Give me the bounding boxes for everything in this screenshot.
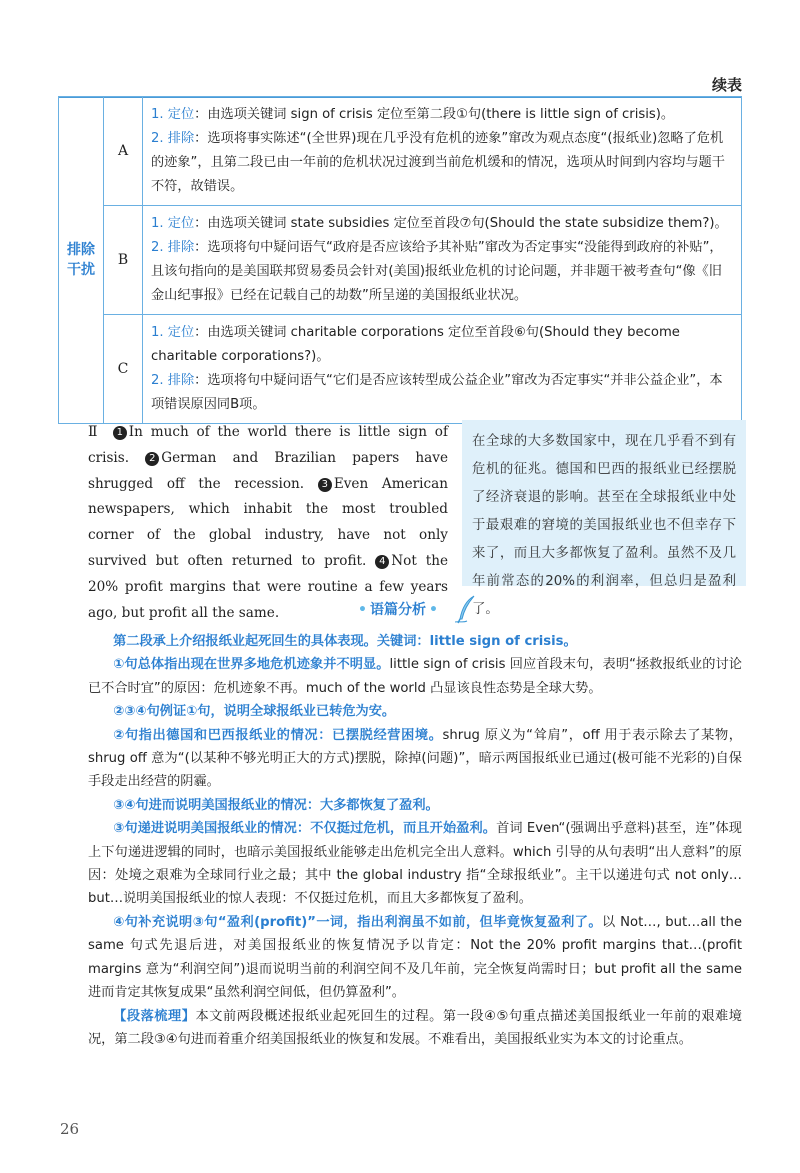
locate-label: 1. 定位: [151, 325, 195, 340]
option-label: C: [104, 315, 143, 424]
english-passage: [88, 420, 448, 626]
distractor-table: [58, 96, 742, 424]
locate-text: ：由选项关键词 sign of crisis 定位至第二段①句(there is little sign of crisis)。: [194, 107, 675, 122]
option-label: B: [104, 206, 143, 315]
table-row: [59, 97, 742, 206]
option-label: A: [104, 97, 143, 206]
sentence-text: German and Brazilian papers have shrugged off the recession.: [88, 449, 448, 492]
page-number: 26: [60, 1120, 80, 1138]
sentence-text: Even American newspapers, which inhabit the most troubled corner of the global industry, have not only survived but often returned to profit.: [88, 475, 448, 569]
explanation-cell: [143, 97, 742, 206]
discourse-analysis: [88, 630, 742, 1051]
exclude-label: 2. 排除: [151, 240, 195, 255]
locate-label: 1. 定位: [151, 107, 195, 122]
table-row: [59, 206, 742, 315]
sentence-text: Not the 20% profit margins that were routine a few years ago, but profit all the same.: [88, 552, 449, 621]
locate-text: ：由选项关键词 state subsidies 定位至首段⑦句(Should the state subsidize them?)。: [194, 216, 728, 231]
section-roman-numeral: Ⅱ: [88, 424, 101, 440]
explanation-cell: [143, 315, 742, 424]
exclude-text: ：选项将句中疑问语气“政府是否应该给予其补贴”窜改为否定事实“没能得到政府的补贴”，且该句指向的是美国联邦贸易委员会针对(美国)报纸业危机的讨论问题，并非题干被考查句“像《旧金山纪事报》已经在记载自己的劫数”所呈递的美国报纸业状况。: [151, 240, 723, 303]
exclude-text: ：选项将事实陈述“(全世界)现在几乎没有危机的迹象”窜改为观点态度“(报纸业)忽略了危机的迹象”，且第二段已由一年前的危机状况过渡到当前危机缓和的情况，选项从时间到内容均与题干不符，故错误。: [151, 131, 725, 194]
locate-text: ：由选项关键词 charitable corporations 定位至首段⑥句(Should they become charitable corporations?)。: [151, 325, 680, 364]
dot-icon: •: [429, 602, 438, 618]
sentence-number: 3: [318, 478, 332, 492]
sentence-number: 4: [375, 555, 389, 569]
dot-icon: •: [358, 602, 367, 618]
exclude-label: 2. 排除: [151, 131, 195, 146]
locate-label: 1. 定位: [151, 216, 195, 231]
analysis-paragraph: ②③④句例证①句，说明全球报纸业已转危为安。: [113, 704, 396, 720]
explanation-cell: [143, 206, 742, 315]
exclude-label: 2. 排除: [151, 373, 195, 388]
translation-box: 在全球的大多数国家中，现在几乎看不到有危机的征兆。德国和巴西的报纸业已经摆脱了经济衰退的影响。甚至在全球报纸业中处于最艰难的窘境的美国报纸业也不但幸存下来了，而且大多都恢复了盈利。虽然不及几年前常态的20%的利润率，但总归是盈利了。: [462, 420, 746, 586]
analysis-paragraph: ①句总体指出现在世界多地危机迹象并不明显。little sign of crisis 回应首段末句，表明“拯救报纸业的讨论已不合时宜”的原因：危机迹象不再。much of the world 凸显该良性态势是全球大势。: [88, 657, 742, 696]
sentence-text: In much of the world there is little sign of crisis.: [88, 424, 448, 466]
analysis-paragraph: ④句补充说明③句“盈利(profit)”一词，指出利润虽不如前，但毕竟恢复盈利了。以 Not…, but…all the same 句式先退后进，对美国报纸业的恢复情况予以肯定：Not the 20% profit margins that…(profit margins 意为“利润空间”)退而说明当前的利润空间不及几年前，完全恢复尚需时日；but profit all the same 进而肯定其恢复成果“虽然利润空间低，但仍算盈利”。: [88, 914, 742, 1001]
analysis-paragraph: ②句指出德国和巴西报纸业的情况：已摆脱经营困境。shrug 原义为“耸肩”，off 用于表示除去了某物，shrug off 意为“(以某种不够光明正大的方式)摆脱，除掉(问题)”，暗示两国报纸业已通过(极可能不光彩的)自保手段走出经营的阴霾。: [88, 727, 742, 790]
sentence-number: 1: [113, 426, 127, 440]
analysis-paragraph: ③句递进说明美国报纸业的情况：不仅挺过危机，而且开始盈利。首词 Even“(强调出乎意料)甚至，连”体现上下句递进逻辑的同时，也暗示美国报纸业能够走出危机完全出人意料。which 引导的从句表明“出人意料”的原因：处境之艰难为全球同行业之最；其中 the global industry 指“全球报纸业”。主干以递进句式 not only…but…说明美国报纸业的惊人表现：不仅挺过危机，而且大多都恢复了盈利。: [88, 821, 742, 907]
section-title: • 语篇分析 •: [358, 602, 438, 618]
keyword: little sign of crisis: [429, 634, 564, 649]
continued-label: 续表: [711, 76, 742, 94]
sentence-number: 2: [145, 452, 159, 466]
exclude-text: ：选项将句中疑问语气“它们是否应该转型成公益企业”窜改为否定事实“并非公益企业”，本项错误原因同B项。: [151, 373, 723, 412]
analysis-paragraph: ③④句进而说明美国报纸业的情况：大多都恢复了盈利。: [113, 797, 439, 813]
table-row: [59, 315, 742, 424]
paragraph-summary: 【段落梳理】本文前两段概述报纸业起死回生的过程。第一段④⑤句重点描述美国报纸业一年前的艰难境况，第二段③④句进而着重介绍美国报纸业的恢复和发展。不难看出，美国报纸业实为本文的讨论重点。: [88, 1008, 742, 1047]
analysis-intro: 第二段承上介绍报纸业起死回生的具体表现。关键词：little sign of crisis。: [113, 634, 577, 649]
quill-icon: [455, 594, 477, 624]
category-cell: 排除干扰: [59, 97, 104, 424]
